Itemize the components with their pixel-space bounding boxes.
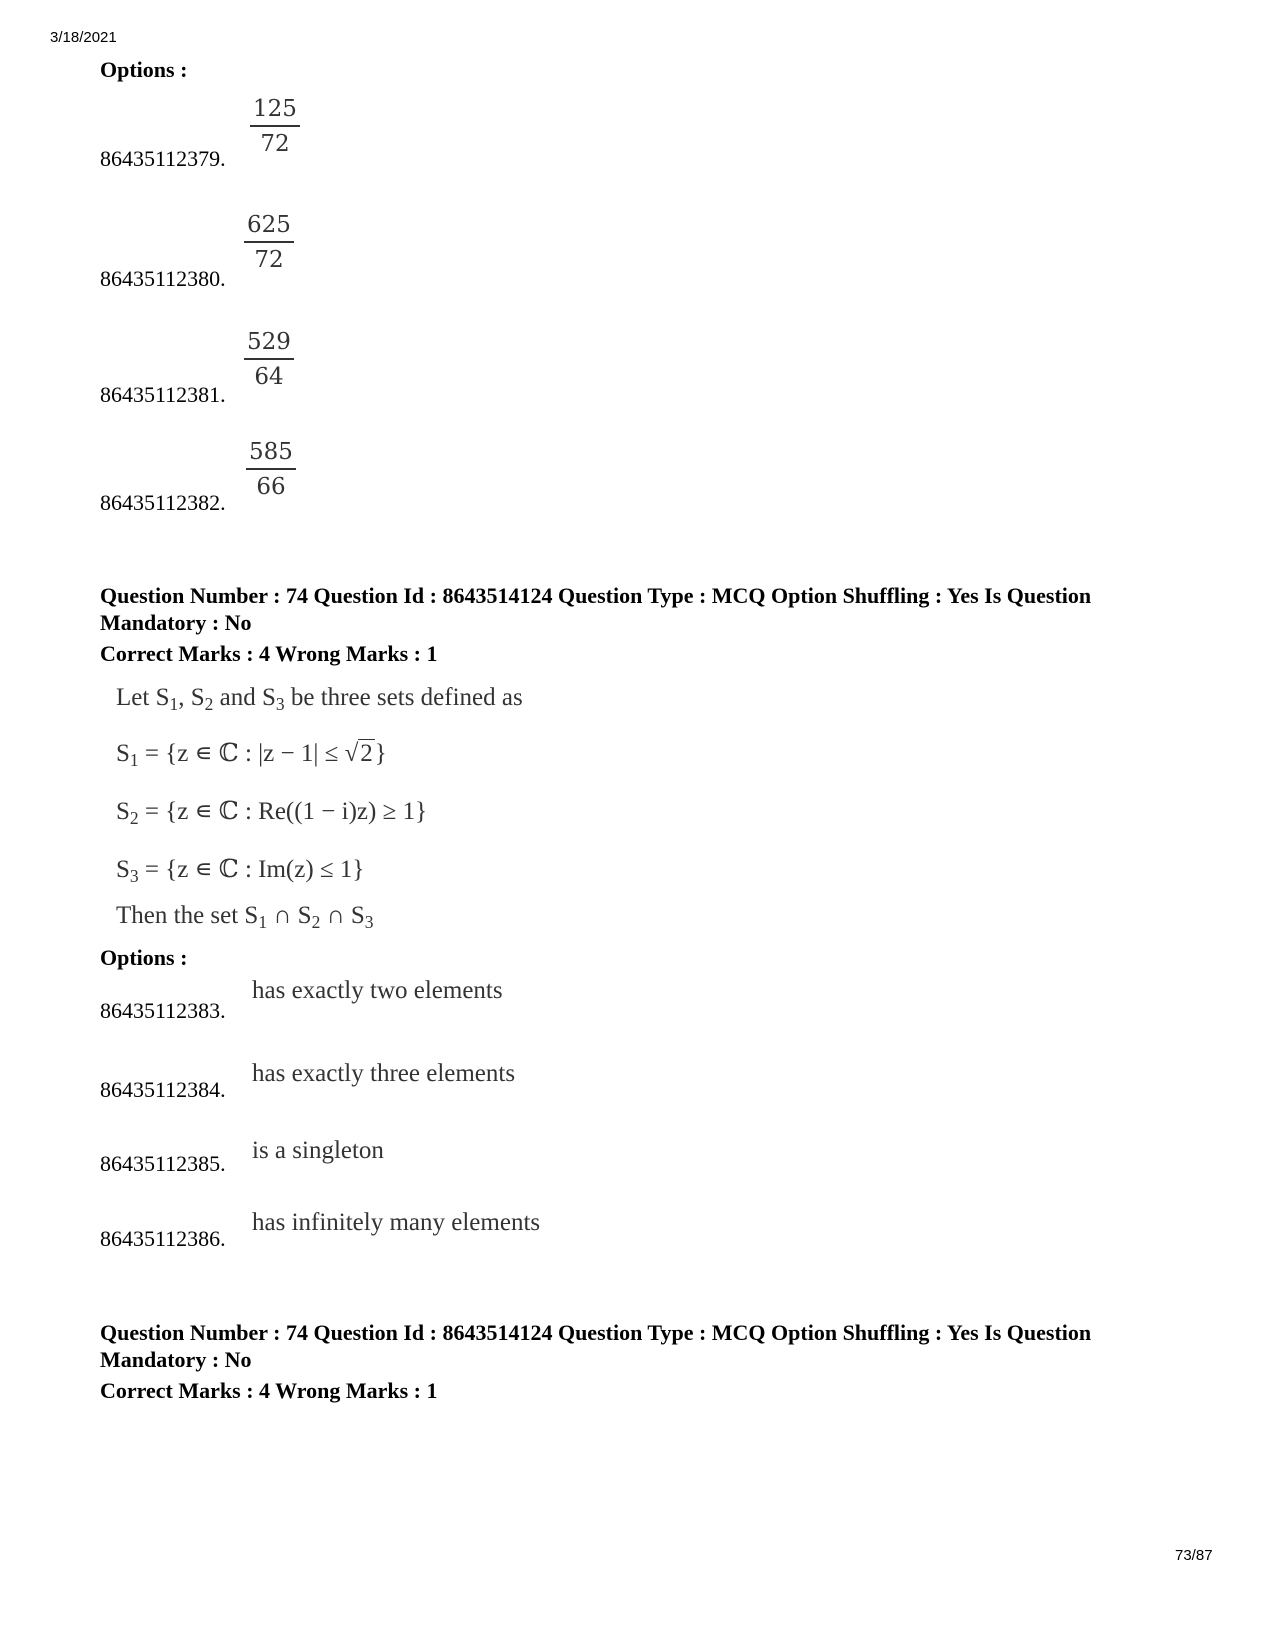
fraction-numerator: 529 xyxy=(244,329,294,360)
option-id: 86435112383. xyxy=(100,998,226,1023)
option-fraction xyxy=(246,439,296,500)
question-meta: Question Number : 74 Question Id : 8643514124 Question Type : MCQ Option Shuffling : Yes Is Question Mandatory : No xyxy=(100,1320,1092,1372)
option-id: 86435112381. xyxy=(100,382,226,407)
option-text: is a singleton xyxy=(252,1137,384,1164)
option-id: 86435112380. xyxy=(100,266,226,291)
fraction-denominator: 72 xyxy=(260,131,290,157)
question-prompt: Then the set $S_1$ ∩ $S_2$ ∩ $S_3$ xyxy=(116,902,374,932)
fraction-denominator: 64 xyxy=(254,364,284,390)
fraction-numerator: 585 xyxy=(246,439,296,470)
options-label: Options : xyxy=(100,57,188,82)
option-id: 86435112379. xyxy=(100,146,226,171)
option-id: 86435112386. xyxy=(100,1226,226,1251)
set-s3-definition: $S_3 = \{z$ ∊ ℂ : Im(z) ≤ 1} xyxy=(116,856,365,886)
set-s1-definition: $S_1 = \{z$ ∊ ℂ : |z − 1| ≤ √2} xyxy=(116,740,387,770)
question-marks: Correct Marks : 4 Wrong Marks : 1 xyxy=(100,641,438,666)
option-id: 86435112384. xyxy=(100,1077,226,1102)
option-id: 86435112382. xyxy=(100,490,226,515)
fraction-numerator: 125 xyxy=(250,96,300,127)
option-text: has exactly three elements xyxy=(252,1060,516,1087)
option-text: has infinitely many elements xyxy=(252,1209,541,1236)
question-intro: Let $S_1$, $S_2$ and $S_3$ be three sets defined as xyxy=(116,684,523,714)
set-s2-definition: $S_2 = \{z$ ∊ ℂ : Re((1 − i)z) ≥ 1} xyxy=(116,798,428,828)
question-meta: Question Number : 74 Question Id : 8643514124 Question Type : MCQ Option Shuffling : Yes Is Question Mandatory : No xyxy=(100,583,1092,635)
question-marks: Correct Marks : 4 Wrong Marks : 1 xyxy=(100,1378,438,1403)
option-fraction xyxy=(244,212,294,273)
fraction-denominator: 72 xyxy=(254,247,284,273)
page-number: 73/87 xyxy=(1175,1547,1213,1564)
fraction-numerator: 625 xyxy=(244,212,294,243)
option-text: has exactly two elements xyxy=(252,977,503,1004)
option-fraction xyxy=(250,96,300,157)
options-label: Options : xyxy=(100,945,188,970)
option-id: 86435112385. xyxy=(100,1151,226,1176)
option-fraction xyxy=(244,329,294,390)
fraction-denominator: 66 xyxy=(256,474,286,500)
print-date: 3/18/2021 xyxy=(50,29,117,46)
